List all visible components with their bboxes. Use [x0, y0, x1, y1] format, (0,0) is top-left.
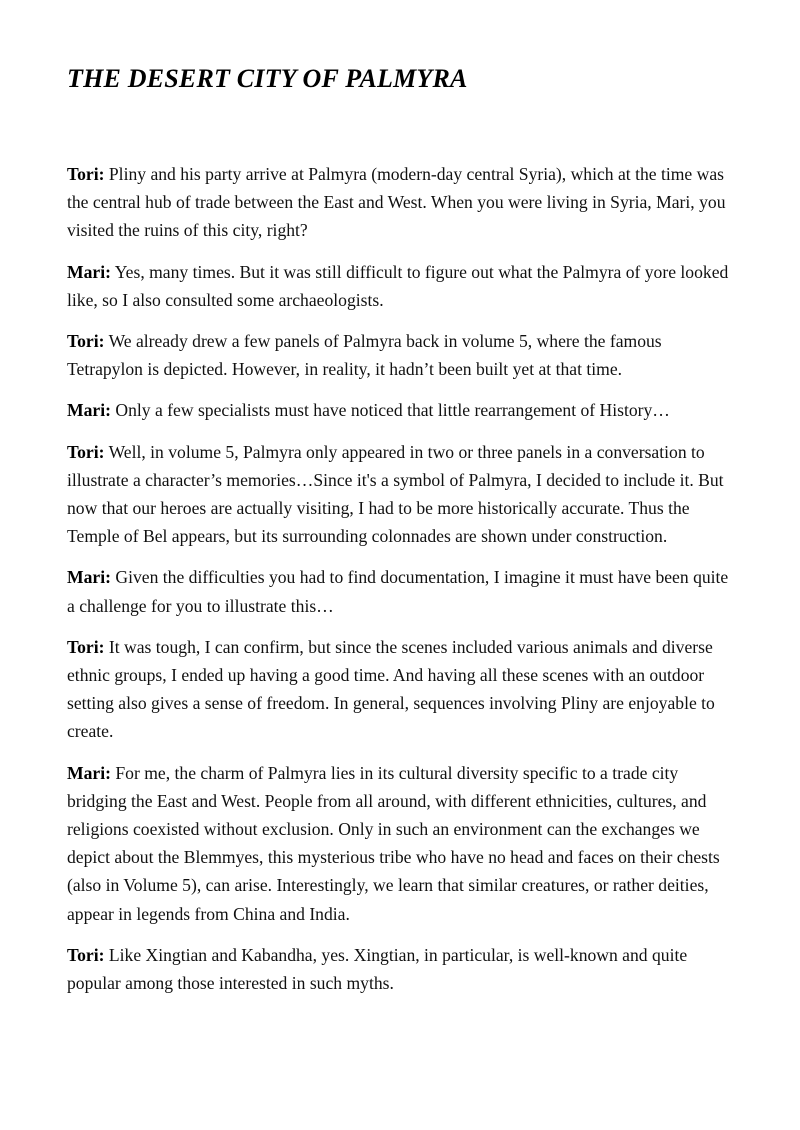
speaker-label: Mari: [67, 762, 111, 783]
dialogue-paragraph [67, 563, 739, 619]
speaker-label: Tori: [67, 441, 105, 462]
dialogue-paragraph [67, 633, 739, 746]
dialogue-text: For me, the charm of Palmyra lies in its cultural diversity specific to a trade city bridging the East and West. People from all around, with different ethnicities, cultures, and religions coexisted without exclusion. Only in such an environment can the exchanges we depict about the Blemmyes, this mysterious tribe who have no head and faces on their chests (also in Volume 5), can arise. Interestingly, we learn that similar creatures, or rather deities, appear in legends from China and India. [67, 762, 720, 924]
dialogue-paragraph [67, 941, 739, 997]
speaker-label: Tori: [67, 331, 105, 352]
dialogue-text: It was tough, I can confirm, but since the scenes included various animals and diverse ethnic groups, I ended up having a good time. And having all these scenes with an outdoor setting also gives a sense of freedom. In general, sequences involving Pliny are enjoyable to create. [67, 636, 715, 742]
speaker-label: Tori: [67, 164, 105, 184]
dialogue-paragraph [67, 327, 739, 383]
dialogue-paragraph [67, 438, 739, 551]
speaker-label: Tori: [67, 944, 105, 965]
dialogue-paragraph [67, 759, 739, 928]
dialogue-paragraph [67, 160, 739, 245]
dialogue-text: We already drew a few panels of Palmyra back in volume 5, where the famous Tetrapylon is depicted. However, in reality, it hadn’t been built yet at that time. [67, 331, 662, 380]
dialogue-paragraph [67, 258, 739, 314]
interview-body [67, 160, 739, 1010]
dialogue-text: Like Xingtian and Kabandha, yes. Xingtian, in particular, is well-known and quite popular among those interested in such myths. [67, 944, 688, 994]
dialogue-text: Only a few specialists must have noticed that little rearrangement of History… [115, 400, 670, 421]
dialogue-text: Well, in volume 5, Palmyra only appeared in two or three panels in a conversation to illustrate a character’s memories…Since it's a symbol of Palmyra, I decided to include it. But now that our heroes are actually visiting, I had to be more historically accurate. Thus the Temple of Bel appears, but its surrounding colonnades are shown under construction. [67, 441, 724, 547]
dialogue-text: Given the difficulties you had to find documentation, I imagine it must have been quite a challenge for you to illustrate this… [67, 567, 729, 616]
page-title: THE DESERT CITY OF PALMYRA [67, 64, 468, 93]
speaker-label: Mari: [67, 261, 111, 282]
speaker-label: Tori: [67, 636, 105, 657]
speaker-label: Mari: [67, 400, 111, 421]
dialogue-text: Yes, many times. But it was still difficult to figure out what the Palmyra of yore looked like, so I also consulted some archaeologists. [67, 261, 729, 310]
dialogue-paragraph [67, 396, 739, 424]
speaker-label: Mari: [67, 567, 111, 588]
dialogue-text: Pliny and his party arrive at Palmyra (modern-day central Syria), which at the time was the central hub of trade between the East and West. When you were living in Syria, Mari, you visited the ruins of this city, right? [67, 164, 726, 241]
